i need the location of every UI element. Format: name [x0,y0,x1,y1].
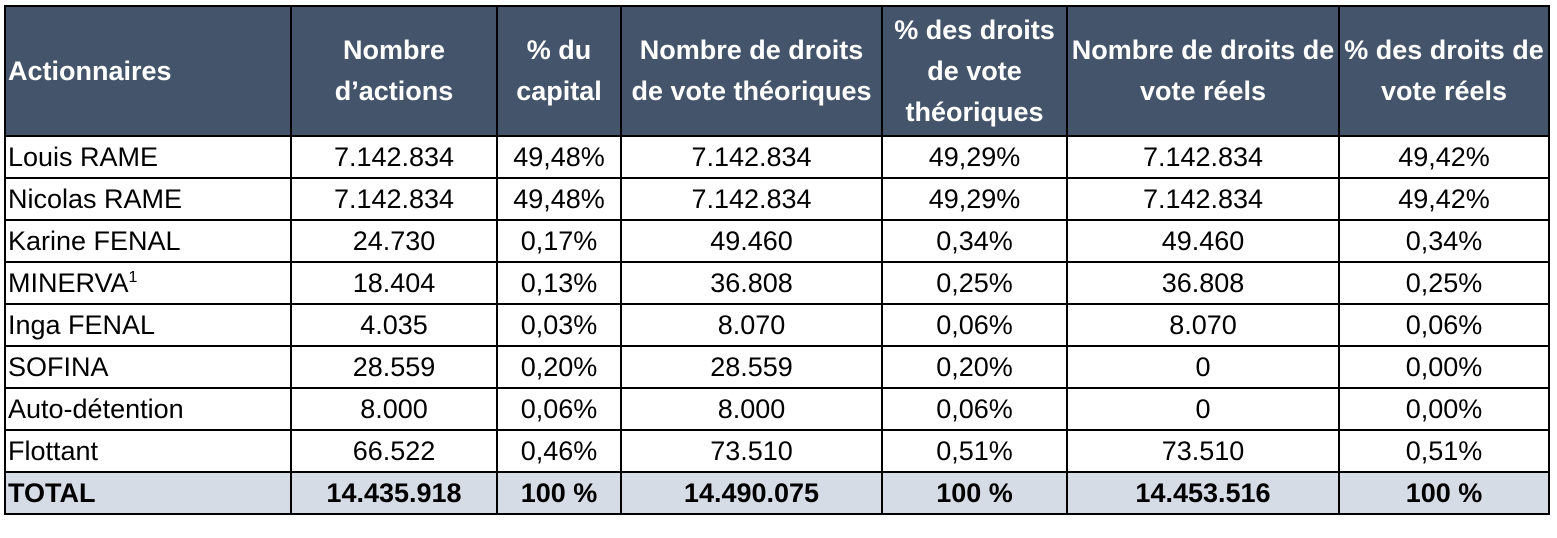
cell-capital: 0,20% [497,346,621,388]
shareholding-table [4,5,1550,515]
cell-pct-dv-theoriques: 0,51% [882,430,1067,472]
table-header [5,6,1549,136]
cell-actions: 7.142.834 [291,136,497,178]
cell-actions: 28.559 [291,346,497,388]
shareholder-name [5,388,291,430]
cell-dv-theoriques: 8.070 [621,304,882,346]
cell-dv-theoriques: 49.460 [621,220,882,262]
cell-dv-theoriques: 7.142.834 [621,136,882,178]
cell-pct-dv-theoriques: 0,20% [882,346,1067,388]
cell-pct-dv-reels: 0,34% [1339,220,1549,262]
shareholder-name-text: SOFINA [8,351,109,382]
shareholding-table-container [4,5,1550,515]
cell-pct-dv-reels: 0,00% [1339,346,1549,388]
footnote-marker: 1 [128,268,138,286]
cell-dv-reels: 0 [1067,346,1339,388]
cell-dv-theoriques: 7.142.834 [621,178,882,220]
table-row [5,220,1549,262]
shareholder-name [5,346,291,388]
header-droits-vote-theoriques: Nombre de droits de vote théoriques [621,6,882,136]
shareholder-name [5,136,291,178]
cell-pct-dv-theoriques: 49,29% [882,136,1067,178]
cell-actions: 8.000 [291,388,497,430]
cell-pct-dv-theoriques: 49,29% [882,178,1067,220]
cell-pct-dv-theoriques: 0,06% [882,388,1067,430]
header-actionnaires: Actionnaires [5,6,291,136]
header-pct-capital: % du capital [497,6,621,136]
cell-dv-reels: 8.070 [1067,304,1339,346]
cell-pct-dv-reels: 0,51% [1339,430,1549,472]
cell-dv-reels: 49.460 [1067,220,1339,262]
cell-pct-dv-reels: 0,06% [1339,304,1549,346]
cell-dv-theoriques: 8.000 [621,388,882,430]
shareholder-name-text: Flottant [8,435,99,466]
cell-pct-dv-theoriques: 0,06% [882,304,1067,346]
cell-capital: 49,48% [497,178,621,220]
header-pct-droits-vote-reels: % des droits de vote réels [1339,6,1549,136]
shareholder-name-text: Inga FENAL [8,309,156,340]
cell-pct-dv-theoriques: 0,34% [882,220,1067,262]
header-droits-vote-reels: Nombre de droits de vote réels [1067,6,1339,136]
table-row [5,430,1549,472]
shareholder-name [5,178,291,220]
table-row [5,304,1549,346]
shareholder-name-text: Auto-détention [8,393,184,424]
header-row [5,6,1549,136]
total-dv-theoriques: 14.490.075 [621,472,882,514]
total-row [5,472,1549,514]
shareholder-name-text: MINERVA [8,267,129,298]
cell-capital: 0,03% [497,304,621,346]
cell-capital: 0,13% [497,262,621,304]
cell-dv-theoriques: 73.510 [621,430,882,472]
cell-pct-dv-theoriques: 0,25% [882,262,1067,304]
cell-pct-dv-reels: 49,42% [1339,136,1549,178]
total-capital: 100 % [497,472,621,514]
total-pct-dv-reels: 100 % [1339,472,1549,514]
total-dv-reels: 14.453.516 [1067,472,1339,514]
cell-dv-theoriques: 36.808 [621,262,882,304]
cell-capital: 49,48% [497,136,621,178]
cell-actions: 24.730 [291,220,497,262]
table-row [5,262,1549,304]
cell-dv-reels: 73.510 [1067,430,1339,472]
cell-actions: 66.522 [291,430,497,472]
header-pct-droits-vote-theoriques: % des droits de vote théoriques [882,6,1067,136]
table-row [5,388,1549,430]
table-row [5,178,1549,220]
cell-actions: 7.142.834 [291,178,497,220]
cell-actions: 18.404 [291,262,497,304]
cell-dv-reels: 7.142.834 [1067,178,1339,220]
cell-capital: 0,46% [497,430,621,472]
shareholder-name-text: Louis RAME [8,141,159,172]
header-nombre-actions: Nombre d’actions [291,6,497,136]
cell-dv-reels: 36.808 [1067,262,1339,304]
shareholder-name [5,262,291,304]
cell-capital: 0,06% [497,388,621,430]
shareholder-name-text: Karine FENAL [8,225,181,256]
shareholder-name-text: Nicolas RAME [8,183,183,214]
cell-pct-dv-reels: 0,25% [1339,262,1549,304]
cell-pct-dv-reels: 0,00% [1339,388,1549,430]
cell-pct-dv-reels: 49,42% [1339,178,1549,220]
table-row [5,346,1549,388]
cell-actions: 4.035 [291,304,497,346]
shareholder-name [5,220,291,262]
shareholder-name [5,430,291,472]
total-label: TOTAL [5,472,291,514]
table-body [5,136,1549,514]
cell-dv-reels: 7.142.834 [1067,136,1339,178]
shareholder-name [5,304,291,346]
table-row [5,136,1549,178]
cell-dv-theoriques: 28.559 [621,346,882,388]
cell-capital: 0,17% [497,220,621,262]
total-actions: 14.435.918 [291,472,497,514]
total-pct-dv-theoriques: 100 % [882,472,1067,514]
cell-dv-reels: 0 [1067,388,1339,430]
